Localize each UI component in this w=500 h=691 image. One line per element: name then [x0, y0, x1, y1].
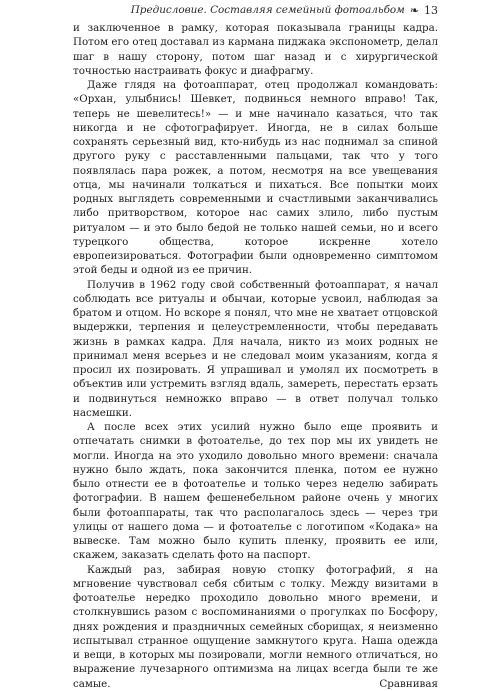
fleuron-ornament-icon: ❧ [409, 3, 419, 17]
running-title: Предисловие. Составляя семейный фотоальбом [130, 4, 405, 16]
paragraph: Даже глядя на фотоаппарат, отец продолжал командовать: «Орхан, улыбнись! Шевкет, подвинься немного вправо! Так, теперь не шевелитесь!» — и мне начинало казаться, что так никогда и не сфотографирует. Иногда, не в силах больше сохранять серьезный вид, кто-нибудь из нас поднимал за спиной другого руку с расставленными пальцами, так что у того появлялась пара рожек, а потом, несмотря на все увещевания отца, мы начинали толкаться и пихаться. Все попытки моих родных выглядеть современными и счастливыми заканчивались либо притворством, которое нас самих злило, либо пустым ритуалом — и это было бедой не только нашей семьи, но и всего турецкого общества, которое искренне хотело европеизироваться. Фотографии были одновременно симптомом этой беды и одной из ее причин. [73, 79, 438, 277]
paragraph: и заключенное в рамку, которая показывала границы кадра. Потом его отец доставал из кармана пиджака экспонометр, делал шаг в нашу сторону, потом шаг назад и с хирургической точностью настраивать фокус и диафрагму. [73, 22, 438, 77]
body-text [73, 21, 438, 691]
paragraph: Каждый раз, забирая новую стопку фотографий, я на мгновение чувствовал себя сбитым с толку. Между визитами в фотоателье нередко проходило довольно много времени, и столкнувшись разом с воспоминаниями о прогулках по Босфору, днях рождения и праздничных семейных сборищах, я неизменно испытывал странное ощущение замкнутого круга. Наша одежда и вещи, в которых мы позировали, могли немного отличаться, но выражение лучезарного оптимизма на лицах всегда были те же самые. Сравнивая [73, 563, 438, 690]
running-head [73, 2, 438, 18]
book-page [73, 2, 438, 691]
page-number: 13 [424, 3, 438, 17]
paragraph: Получив в 1962 году свой собственный фотоаппарат, я начал соблюдать все ритуалы и обычаи, которые усвоил, наблюдая за братом и отцом. Но вскоре я понял, что мне не хватает отцовской выдержки, терпения и целеустремленности, чтобы передавать жизнь в рамках кадра. Для начала, никто из моих родных не принимал меня всерьез и не следовал моим указаниям, когда я просил их позировать. Я упрашивал и умолял их посмотреть в объектив или устремить взгляд вдаль, замереть, перестать ерзать и подвинуться немножко вправо — в ответ получал только насмешки. [73, 278, 438, 419]
paragraph: А после всех этих усилий нужно было еще проявить и отпечатать снимки в фотоателье, до тех пор мы их увидеть не могли. Иногда на это уходило довольно много времени: сначала нужно было ждать, пока закончится пленка, потом ее нужно было отнести ее в фотоателье и только через неделю забирать фотографии. В нашем фешенебельном районе очень у многих были фотоаппараты, так что располагалось здесь — через три улицы от нашего дома — и фотоателье с логотипом «Кодака» на вывеске. Там можно было купить пленку, проявить ее или, скажем, заказать сделать фото на паспорт. [73, 421, 438, 562]
